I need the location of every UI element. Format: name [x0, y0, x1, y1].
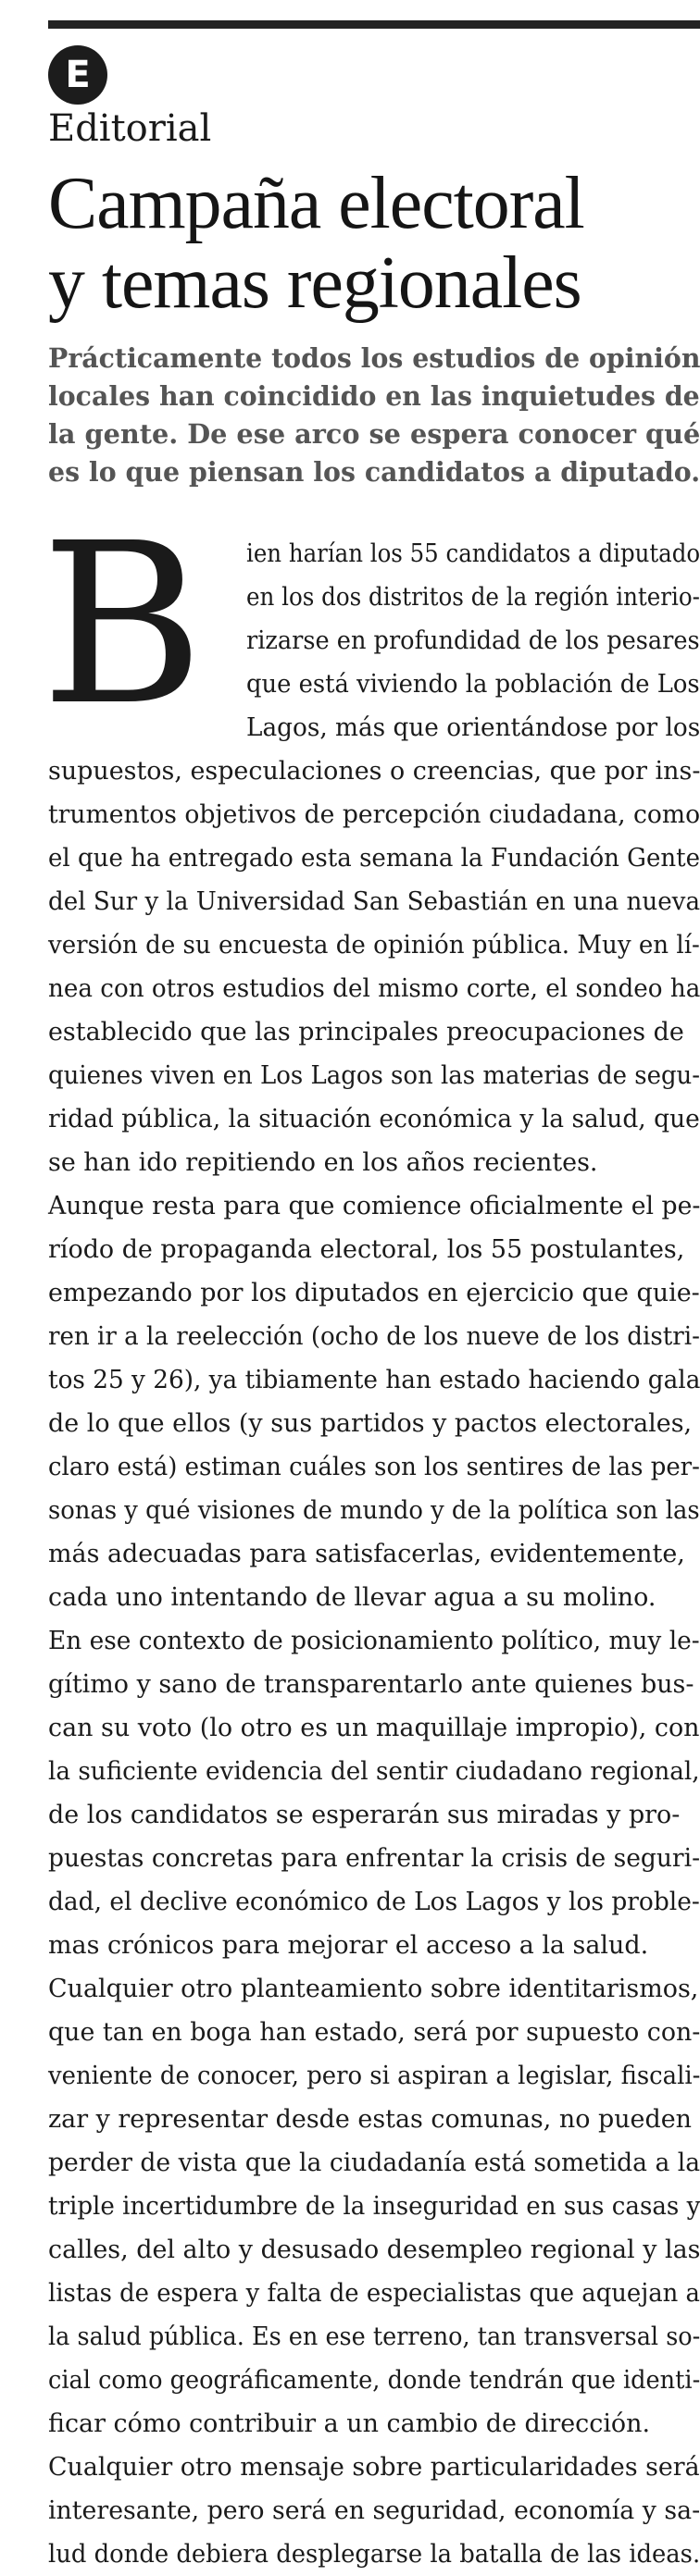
body-line: calles, del alto y desusado desempleo regional y las	[48, 2235, 700, 2264]
editorial-page	[41, 20, 700, 2576]
lead-line: locales han coincidido en las inquietudes de	[48, 380, 700, 412]
headline	[48, 164, 700, 323]
body-line: ficar cómo contribuir a un cambio de dirección.	[48, 2409, 651, 2438]
body-line: se han ido repitiendo en los años recientes.	[48, 1148, 598, 1177]
body-line: triple incertidumbre de la inseguridad en sus casas y	[48, 2192, 700, 2221]
body-line: versión de su encuesta de opinión pública. Muy en lí-	[48, 931, 700, 960]
section-label: Editorial	[48, 107, 212, 150]
lead-paragraph	[48, 340, 700, 491]
body-line: de los candidatos se esperarán sus miradas y pro-	[48, 1801, 681, 1829]
dropcap-block	[41, 495, 700, 754]
body-line: cial como geográficamente, donde tendrán que identi-	[48, 2366, 700, 2395]
body-line: la salud pública. Es en ese terreno, tan transversal so-	[48, 2322, 700, 2351]
headline-line: y temas regionales	[48, 242, 581, 324]
body-line: listas de espera y falta de especialistas que aquejan a	[48, 2279, 700, 2308]
body-line: nea con otros estudios del mismo corte, el sondeo ha	[48, 974, 700, 1003]
lead-line: es lo que piensan los candidatos a diputado.	[48, 456, 700, 488]
body-line: más adecuadas para satisfacerlas, evidentemente,	[48, 1540, 685, 1568]
body-line: ríodo de propaganda electoral, los 55 postulantes,	[48, 1235, 685, 1264]
body-line: que está viviendo la población de Los	[246, 670, 700, 699]
body-line: empezando por los diputados en ejercicio que quie-	[48, 1279, 700, 1307]
body-line: En ese contexto de posicionamiento político, muy le-	[48, 1627, 700, 1655]
body-line: establecido que las principales preocupaciones de	[48, 1018, 684, 1046]
body-line: tos 25 y 26), ya tibiamente han estado haciendo gala	[48, 1366, 700, 1394]
body-line: de lo que ellos (y sus partidos y pactos electorales,	[48, 1409, 693, 1438]
body-line: claro está) estiman cuáles son los sentires de las per-	[48, 1453, 700, 1481]
body-line: can su voto (lo otro es un maquillaje impropio), con	[48, 1714, 700, 1742]
body-line: el que ha entregado esta semana la Fundación Gente	[48, 844, 700, 873]
body-line: supuestos, especulaciones o creencias, que por ins-	[48, 757, 700, 786]
headline-line: Campaña electoral	[48, 163, 584, 244]
body-line: Aunque resta para que comience oficialmente el pe-	[48, 1192, 700, 1220]
lead-line: la gente. De ese arco se espera conocer qué	[48, 418, 700, 450]
body-line: lud donde debiera desplegarse la batalla de las ideas.	[48, 2540, 700, 2569]
body-line: Cualquier otro mensaje sobre particularidades será	[48, 2453, 700, 2482]
body-line: ren ir a la reelección (ocho de los nueve de los distri-	[48, 1322, 700, 1351]
body-line: cada uno intentando de llevar agua a su molino.	[48, 1583, 656, 1612]
lead-line: Prácticamente todos los estudios de opinión	[48, 342, 700, 374]
body-line: interesante, pero será en seguridad, economía y sa-	[48, 2496, 700, 2525]
body-line: quienes viven en Los Lagos son las materias de segu-	[48, 1061, 700, 1090]
body-line: veniente de conocer, pero si aspiran a legislar, fiscali-	[48, 2062, 700, 2090]
drop-cap: B	[41, 495, 205, 754]
body-line: gítimo y sano de transparentarlo ante quienes bus-	[48, 1670, 694, 1699]
body-line: puestas concretas para enfrentar la crisis de seguri-	[48, 1844, 700, 1873]
body-line: Cualquier otro planteamiento sobre identitarismos,	[48, 1975, 699, 2003]
body-line: trumentos objetivos de percepción ciudadana, como	[48, 800, 700, 829]
body-line: ien harían los 55 candidatos a diputado	[246, 539, 700, 568]
article-body	[41, 495, 700, 2576]
body-line: perder de vista que la ciudadanía está sometida a la	[48, 2149, 700, 2177]
body-continuation	[48, 749, 700, 2576]
body-line: del Sur y la Universidad San Sebastián en una nueva	[48, 887, 700, 916]
body-line: zar y representar desde estas comunas, no pueden	[48, 2105, 693, 2134]
top-rule	[48, 20, 700, 29]
editorial-badge-icon: E	[48, 45, 107, 105]
body-line: Lagos, más que orientándose por los	[246, 713, 700, 742]
body-line: ridad pública, la situación económica y la salud, que	[48, 1105, 700, 1133]
body-line: en los dos distritos de la región interio-	[246, 583, 700, 612]
body-line: mas crónicos para mejorar el acceso a la salud.	[48, 1931, 649, 1960]
body-line: que tan en boga han estado, será por supuesto con-	[48, 2018, 700, 2047]
body-line: sonas y qué visiones de mundo y de la política son las	[48, 1496, 700, 1525]
body-line: dad, el declive económico de Los Lagos y los proble-	[48, 1888, 700, 1916]
body-line: la suficiente evidencia del sentir ciudadano regional,	[48, 1757, 700, 1786]
body-line: rizarse en profundidad de los pesares	[246, 626, 700, 655]
